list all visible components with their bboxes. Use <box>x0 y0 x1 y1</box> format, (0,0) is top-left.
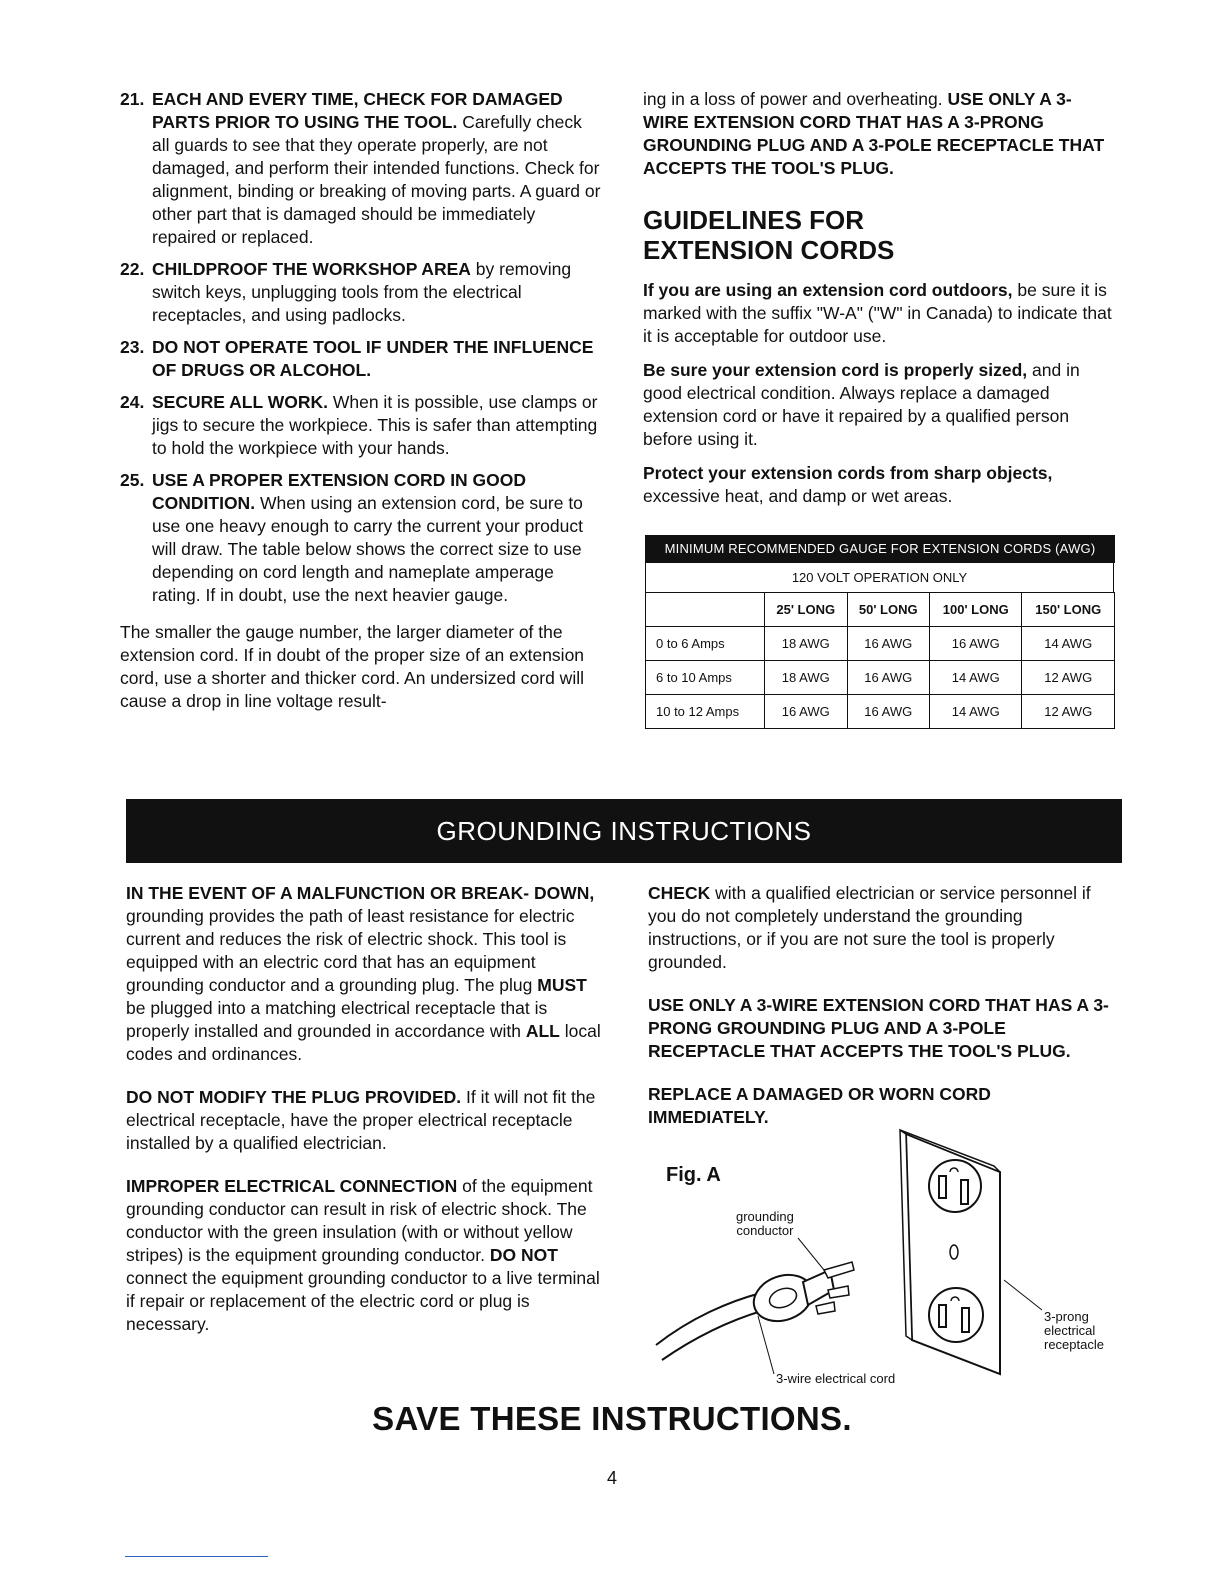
receptacle-label <box>1044 1310 1104 1352</box>
item-number: 21. <box>120 89 145 109</box>
outdoor-text: be sure it is marked with the suffix "W-A" ("W" in Canada) to indicate that it is acceptable for outdoor use. <box>643 280 1112 346</box>
protect-paragraph <box>643 462 1117 508</box>
table-subtitle: 120 VOLT OPERATION ONLY <box>645 563 1114 592</box>
improper-bold: IMPROPER ELECTRICAL CONNECTION <box>126 1176 458 1196</box>
replace-paragraph: REPLACE A DAMAGED OR WORN CORD IMMEDIATELY. <box>648 1084 991 1127</box>
sized-text: and in good electrical condition. Always replace a damaged extension cord or have it repaired by a qualified person before using it. <box>643 360 1080 449</box>
must-bold: MUST <box>537 975 587 995</box>
protect-bold: Protect your extension cords from sharp objects, <box>643 463 1053 483</box>
row-label: 6 to 10 Amps <box>646 661 765 695</box>
grounding-conductor-label <box>736 1210 794 1238</box>
cover-screw <box>950 1245 958 1259</box>
all-bold: ALL <box>525 1021 560 1041</box>
check-text: with a qualified electrician or service personnel if you do not completely understand the grounding instructions, or if you are not sure the tool is properly grounded. <box>648 883 1091 972</box>
right-top-column <box>643 88 1117 519</box>
table-cell: 16 AWG <box>847 695 930 729</box>
table-cell: 14 AWG <box>930 661 1022 695</box>
table-cell: 16 AWG <box>847 627 930 661</box>
callout-receptacle-line2: electrical <box>1044 1323 1096 1338</box>
callout-receptacle-line1: 3-prong <box>1044 1309 1089 1324</box>
figure-label: Fig. A <box>666 1164 721 1186</box>
continuation-text: ing in a loss of power and overheating. <box>643 89 943 109</box>
save-instructions-heading: SAVE THESE INSTRUCTIONS. <box>372 1400 852 1437</box>
protect-text: excessive heat, and damp or wet areas. <box>643 486 953 506</box>
item-body: When it is possible, use clamps or jigs to secure the workpiece. This is safer than attempting to hold the workpiece with your hands. <box>152 392 598 458</box>
table-cell: 12 AWG <box>1022 661 1115 695</box>
item-body: Carefully check all guards to see that they operate properly, are not damaged, and perform their intended functions. Check for alignment, binding or breaking of moving parts. A guard or other part that is damaged should be immediately repaired or replaced. <box>152 112 601 247</box>
sized-bold: Be sure your extension cord is properly sized, <box>643 360 1028 380</box>
row-label: 10 to 12 Amps <box>646 695 765 729</box>
table-cell: 16 AWG <box>930 627 1022 661</box>
item-number: 22. <box>120 259 145 279</box>
outdoor-bold: If you are using an extension cord outdoors, <box>643 280 1013 300</box>
grounding-right-column <box>648 882 1118 1140</box>
closing-paragraph: The smaller the gauge number, the larger diameter of the extension cord. If in doubt of the proper size of an extension cord, use a shorter and thicker cord. An undersized cord will cause a drop in line voltage result- <box>120 622 585 711</box>
sized-paragraph <box>643 359 1117 451</box>
check-paragraph <box>648 882 1118 974</box>
gauge-table-block <box>645 535 1115 729</box>
table-cell: 16 AWG <box>847 661 930 695</box>
callout-receptacle-line3: receptacle <box>1044 1337 1104 1352</box>
item-number: 23. <box>120 337 145 357</box>
callout-grounding-line2: conductor <box>736 1223 794 1238</box>
row-label: 0 to 6 Amps <box>646 627 765 661</box>
modify-text: If it will not fit the electrical receptacle, have the proper electrical receptacle installed by a qualified electrician. <box>126 1087 596 1153</box>
do-not-bold: DO NOT <box>489 1245 558 1265</box>
outdoor-paragraph <box>643 279 1117 348</box>
page-number: 4 <box>606 1468 617 1488</box>
continuation-bold: USE ONLY A 3-WIRE EXTENSION CORD THAT HAS A 3-PRONG GROUNDING PLUG AND A 3-POLE RECEPTACLE THAT ACCEPTS THE TOOL'S PLUG. <box>643 89 1105 178</box>
table-title: MINIMUM RECOMMENDED GAUGE FOR EXTENSION CORDS (AWG) <box>645 535 1115 563</box>
table-cell: 14 AWG <box>1022 627 1115 661</box>
callout-grounding-line1: grounding <box>736 1209 794 1224</box>
list-item <box>120 469 602 607</box>
malfunction-text: grounding provides the path of least resistance for electric current and reduces the risk of electric shock. This tool is equipped with an electric cord that has an equipment grounding conductor and a grounding plug. The plug <box>126 906 575 995</box>
malfunction-text-3: local codes and ordinances. <box>126 1021 601 1064</box>
item-number: 25. <box>120 470 145 490</box>
table-header-row <box>646 593 1115 627</box>
table-cell: 16 AWG <box>765 695 848 729</box>
grounding-prong <box>824 1262 854 1278</box>
list-item <box>120 88 602 249</box>
list-item <box>120 336 602 382</box>
continuation-paragraph <box>643 88 1117 180</box>
item-heading: DO NOT OPERATE TOOL IF UNDER THE INFLUENCE OF DRUGS OR ALCOHOL. <box>152 337 594 380</box>
malfunction-text-2: be plugged into a matching electrical receptacle that is properly installed and grounded in accordance with <box>126 998 548 1041</box>
footer-rule <box>125 1556 268 1557</box>
heading-line-2: EXTENSION CORDS <box>643 235 895 265</box>
table-cell: 14 AWG <box>930 695 1022 729</box>
table-cell: 18 AWG <box>765 627 848 661</box>
plug-receptacle-illustration <box>648 1120 1118 1400</box>
table-corner-cell <box>646 593 765 627</box>
figure-a <box>648 1120 1118 1400</box>
item-heading: EACH AND EVERY TIME, CHECK FOR DAMAGED PARTS PRIOR TO USING THE TOOL. <box>152 89 563 132</box>
use-only-paragraph: USE ONLY A 3-WIRE EXTENSION CORD THAT HAS A 3-PRONG GROUNDING PLUG AND A 3-POLE RECEPTACLE THAT ACCEPTS THE TOOL'S PLUG. <box>648 995 1109 1061</box>
heading-line-1: GUIDELINES FOR <box>643 205 865 235</box>
grounding-left-column <box>126 882 602 1347</box>
grounding-banner: GROUNDING INSTRUCTIONS <box>126 799 1122 863</box>
table-cell: 12 AWG <box>1022 695 1115 729</box>
cord-label: 3-wire electrical cord <box>776 1371 896 1386</box>
malfunction-bold: IN THE EVENT OF A MALFUNCTION OR BREAK- DOWN, <box>126 883 595 903</box>
table-row <box>646 661 1115 695</box>
modify-paragraph <box>126 1086 602 1155</box>
table-row <box>646 695 1115 729</box>
item-heading: CHILDPROOF THE WORKSHOP AREA <box>152 259 471 279</box>
modify-bold: DO NOT MODIFY THE PLUG PROVIDED. <box>126 1087 462 1107</box>
table-header-cell: 25' LONG <box>765 593 848 627</box>
table-cell: 18 AWG <box>765 661 848 695</box>
malfunction-paragraph <box>126 882 602 1066</box>
improper-text: of the equipment grounding conductor can result in risk of electric shock. The conductor with the green insulation (with or without yellow stripes) is the equipment grounding conductor. <box>126 1176 593 1265</box>
table-row <box>646 627 1115 661</box>
table-header-cell: 150' LONG <box>1022 593 1115 627</box>
item-body: When using an extension cord, be sure to use one heavy enough to carry the current your product will draw. The table below shows the correct size to use depending on cord length and nameplate amperage rating. If in doubt, use the next heavier gauge. <box>152 493 583 605</box>
table-header-cell: 100' LONG <box>930 593 1022 627</box>
section-heading <box>643 205 1117 265</box>
improper-text-2: connect the equipment grounding conductor to a live terminal if repair or replacement of the electric cord or plug is necessary. <box>126 1268 600 1334</box>
table-header-cell: 50' LONG <box>847 593 930 627</box>
left-top-column <box>120 88 602 724</box>
lower-outlet <box>929 1288 983 1342</box>
improper-paragraph <box>126 1175 602 1336</box>
gauge-table <box>645 592 1115 729</box>
item-heading: USE A PROPER EXTENSION CORD IN GOOD CONDITION. <box>152 470 527 513</box>
item-number: 24. <box>120 392 145 412</box>
item-heading: SECURE ALL WORK. <box>152 392 328 412</box>
item-body: by removing switch keys, unplugging tools from the electrical receptacles, and using padlocks. <box>152 259 572 325</box>
check-bold: CHECK <box>648 883 711 903</box>
list-item <box>120 391 602 460</box>
list-item <box>120 258 602 327</box>
